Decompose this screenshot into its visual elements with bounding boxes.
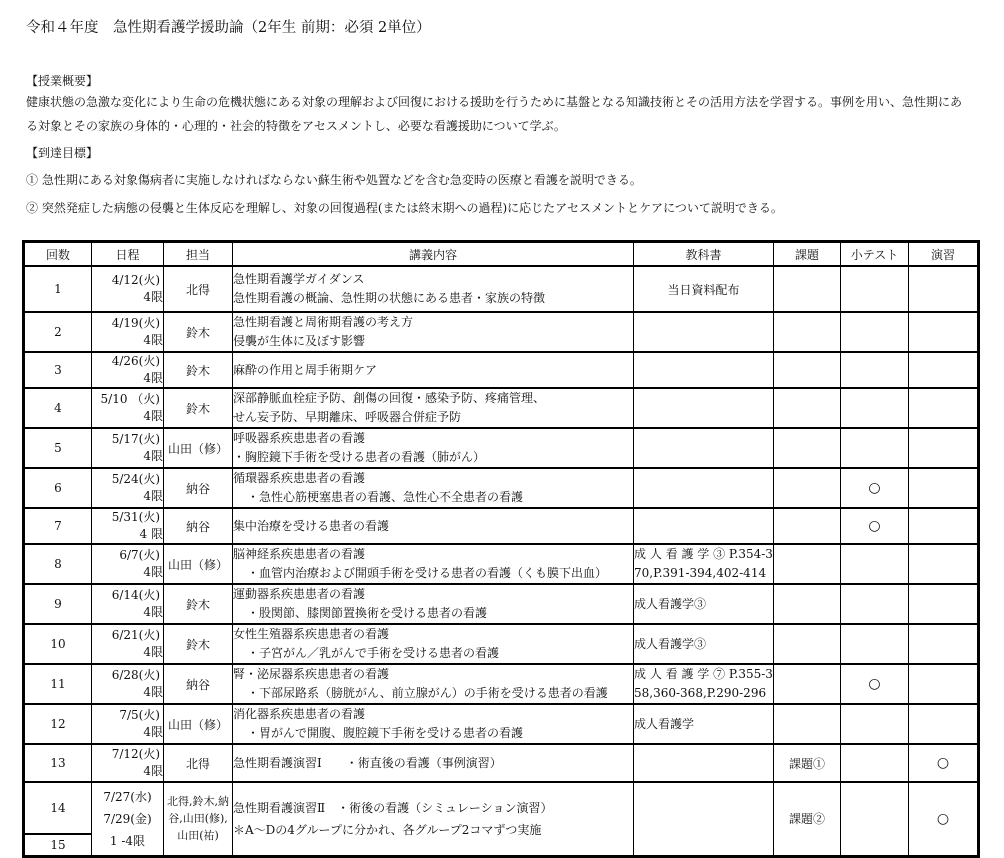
period: 4限 xyxy=(143,764,163,778)
row-no: 11 xyxy=(24,664,92,704)
row-no: 12 xyxy=(24,704,92,744)
row-practice xyxy=(909,428,979,468)
row-content xyxy=(233,352,634,388)
row-practice xyxy=(909,312,979,352)
row-content xyxy=(233,312,634,352)
row-textbook xyxy=(634,428,774,468)
row-content xyxy=(233,744,634,782)
row-task xyxy=(774,508,841,544)
row-teacher: 北得 xyxy=(164,266,233,312)
row-practice xyxy=(909,266,979,312)
table-row xyxy=(24,584,979,624)
row-teacher: 納谷 xyxy=(164,468,233,508)
content-line: 深部静脈血栓症予防、創傷の回復・感染予防、疼痛管理、 xyxy=(233,391,546,405)
content-line: 腎・泌尿器系疾患患者の看護 xyxy=(233,667,390,681)
row-content xyxy=(233,508,634,544)
row-textbook xyxy=(634,508,774,544)
header-task: 課題 xyxy=(774,242,841,267)
date-a: 7/27(水) xyxy=(103,789,152,804)
content-line: せん妄予防、早期離床、呼吸器合併症予防 xyxy=(233,410,462,424)
table-row xyxy=(24,704,979,744)
row-test xyxy=(841,782,909,856)
row-content xyxy=(233,428,634,468)
row-practice: ○ xyxy=(909,744,979,782)
row-test xyxy=(841,312,909,352)
row-test xyxy=(841,744,909,782)
row-test: ○ xyxy=(841,664,909,704)
row-practice xyxy=(909,624,979,664)
row-no: 15 xyxy=(24,834,92,856)
content-line: 急性期看護と周術期看護の考え方 xyxy=(233,315,414,329)
period: 4限 xyxy=(143,449,163,463)
table-row xyxy=(24,508,979,544)
content-line: 運動器系疾患患者の看護 xyxy=(233,587,366,601)
row-practice xyxy=(909,704,979,744)
goal-item-2: ② 突然発症した病態の侵襲と生体反応を理解し、対象の回復過程(または終末期への過程)に応じたアセスメントとケアについて説明できる。 xyxy=(26,201,783,215)
row-test xyxy=(841,624,909,664)
row-practice xyxy=(909,508,979,544)
row-task: 課題② xyxy=(774,782,841,856)
row-date xyxy=(92,782,164,856)
date: 6/7(火) xyxy=(119,548,160,562)
row-content xyxy=(233,544,634,584)
goals-heading: 【到達目標】 xyxy=(26,146,99,160)
row-no: 2 xyxy=(24,312,92,352)
row-test: ○ xyxy=(841,468,909,508)
row-teacher: 山田（修） xyxy=(164,704,233,744)
date: 6/21(火) xyxy=(111,628,160,642)
row-no: 4 xyxy=(24,388,92,428)
content-line: 集中治療を受ける患者の看護 xyxy=(233,518,390,533)
overview-heading: 【授業概要】 xyxy=(26,74,99,88)
row-textbook: 当日資料配布 xyxy=(634,266,774,312)
row-date xyxy=(92,428,164,468)
row-content xyxy=(233,266,634,312)
period: 4限 xyxy=(143,489,163,503)
row-test xyxy=(841,584,909,624)
row-date xyxy=(92,544,164,584)
date: 5/24(火) xyxy=(111,472,160,486)
row-practice xyxy=(909,584,979,624)
row-task xyxy=(774,312,841,352)
period: 4 限 xyxy=(139,527,163,541)
row-task xyxy=(774,266,841,312)
row-task xyxy=(774,704,841,744)
row-content xyxy=(233,584,634,624)
content-line: ・下部尿路系（膀胱がん、前立腺がん）の手術を受ける患者の看護 xyxy=(247,686,608,700)
row-date xyxy=(92,266,164,312)
content-line: 麻酔の作用と周手術期ケア xyxy=(233,362,378,377)
overview-text: 健康状態の急激な変化により生命の危機状態にある対象の理解および回復における援助を行うために基盤となる知識技術とその活用方法を学習する。事例を用い、急性期にある対象とその家族の身体的・心理的・社会的特徴をアセスメントし、必要な看護援助について学ぶ。 xyxy=(26,95,963,133)
period: 4限 xyxy=(143,605,163,619)
row-teacher: 北得 xyxy=(164,744,233,782)
row-practice xyxy=(909,352,979,388)
row-task: 課題① xyxy=(774,744,841,782)
row-no: 13 xyxy=(24,744,92,782)
row-no: 9 xyxy=(24,584,92,624)
content-line: 脳神経系疾患患者の看護 xyxy=(233,547,366,561)
row-no: 3 xyxy=(24,352,92,388)
row-practice xyxy=(909,468,979,508)
row-date xyxy=(92,664,164,704)
row-test xyxy=(841,704,909,744)
row-task xyxy=(774,584,841,624)
content-line: 循環器系疾患患者の看護 xyxy=(233,471,366,485)
date: 4/12(火) xyxy=(111,273,160,287)
row-date xyxy=(92,388,164,428)
row-test: ○ xyxy=(841,508,909,544)
header-teacher: 担当 xyxy=(164,242,233,267)
row-test xyxy=(841,428,909,468)
page-title: 令和４年度 急性期看護学援助論（2年生 前期：必須 2単位） xyxy=(26,20,431,36)
content-line: ＊A～Dの4グループに分かれ、各グループ2コマずつ実施 xyxy=(233,822,542,837)
row-textbook: 成 人 看 護 学 ③ P.354-370,P.391-394,402-414 xyxy=(634,544,774,584)
row-date xyxy=(92,584,164,624)
row-teacher: 鈴木 xyxy=(164,388,233,428)
date: 6/14(火) xyxy=(111,588,160,602)
content-line: ・子宮がん／乳がんで手術を受ける患者の看護 xyxy=(247,646,500,660)
period: 4限 xyxy=(143,565,163,579)
row-practice xyxy=(909,664,979,704)
row-content xyxy=(233,664,634,704)
table-row xyxy=(24,664,979,704)
row-teacher: 納谷 xyxy=(164,664,233,704)
row-no: 14 xyxy=(24,782,92,834)
content-line: ・胸腔鏡下手術を受ける患者の看護（肺がん） xyxy=(233,450,486,464)
row-test xyxy=(841,388,909,428)
teacher-b: 谷,山田(修), xyxy=(168,812,228,826)
date-b: 7/29(金) xyxy=(103,811,152,826)
row-test xyxy=(841,266,909,312)
row-textbook xyxy=(634,312,774,352)
date: 7/12(火) xyxy=(111,747,160,761)
row-textbook: 成 人 看 護 学 ⑦ P.355-358,360-368,P.290-296 xyxy=(634,664,774,704)
period: 4限 xyxy=(143,333,163,347)
content-line: ・胃がんで開腹、腹腔鏡下手術を受ける患者の看護 xyxy=(247,726,524,740)
content-line: 急性期看護の概論、急性期の状態にある患者・家族の特徴 xyxy=(233,291,546,305)
row-task xyxy=(774,428,841,468)
row-teacher: 鈴木 xyxy=(164,624,233,664)
row-task xyxy=(774,544,841,584)
row-test xyxy=(841,352,909,388)
row-teacher: 鈴木 xyxy=(164,312,233,352)
content-line: 急性期看護演習Ⅰ ・術直後の看護（事例演習） xyxy=(233,755,502,770)
teacher-a: 北得,鈴木,納 xyxy=(167,795,229,809)
table-row xyxy=(24,744,979,782)
row-no: 7 xyxy=(24,508,92,544)
row-date xyxy=(92,624,164,664)
row-practice: ○ xyxy=(909,782,979,856)
table-row xyxy=(24,544,979,584)
row-textbook xyxy=(634,468,774,508)
row-textbook xyxy=(634,388,774,428)
row-task xyxy=(774,468,841,508)
date: 5/10 （火) xyxy=(100,392,160,406)
row-date xyxy=(92,744,164,782)
row-date xyxy=(92,468,164,508)
schedule-table xyxy=(22,240,980,858)
row-date xyxy=(92,508,164,544)
content-line: ・股関節、膝関節置換術を受ける患者の看護 xyxy=(247,606,488,620)
header-test: 小テスト xyxy=(841,242,909,267)
table-row xyxy=(24,468,979,508)
table-row xyxy=(24,388,979,428)
table-header-row xyxy=(24,242,979,267)
header-textbook: 教科書 xyxy=(634,242,774,267)
period: 1 -4限 xyxy=(109,833,146,848)
row-textbook: 成人看護学 xyxy=(634,704,774,744)
date: 7/5(火) xyxy=(119,708,160,722)
content-line: 呼吸器系疾患患者の看護 xyxy=(233,431,366,445)
goal-item-1: ① 急性期にある対象傷病者に実施しなければならない蘇生術や処置などを含む急変時の医療と看護を説明できる。 xyxy=(26,173,642,187)
row-no: 6 xyxy=(24,468,92,508)
row-teacher: 鈴木 xyxy=(164,352,233,388)
date: 5/17(火) xyxy=(111,432,160,446)
row-content xyxy=(233,782,634,856)
row-task xyxy=(774,352,841,388)
row-content xyxy=(233,704,634,744)
row-task xyxy=(774,388,841,428)
row-test xyxy=(841,544,909,584)
table-row xyxy=(24,352,979,388)
row-teacher: 山田（修） xyxy=(164,544,233,584)
content-line: 急性期看護学ガイダンス xyxy=(233,272,365,286)
row-task xyxy=(774,664,841,704)
table-row xyxy=(24,428,979,468)
row-textbook xyxy=(634,782,774,856)
teacher-c: 山田(祐) xyxy=(177,829,219,843)
row-textbook xyxy=(634,744,774,782)
row-textbook: 成人看護学③ xyxy=(634,624,774,664)
header-no: 回数 xyxy=(24,242,92,267)
row-no: 10 xyxy=(24,624,92,664)
period: 4限 xyxy=(143,290,163,304)
period: 4限 xyxy=(143,685,163,699)
content-line: 女性生殖器系疾患患者の看護 xyxy=(233,627,390,641)
row-no: 5 xyxy=(24,428,92,468)
content-line: ・血管内治療および開頭手術を受ける患者の看護（くも膜下出血） xyxy=(247,566,608,580)
header-practice: 演習 xyxy=(909,242,979,267)
row-practice xyxy=(909,388,979,428)
date: 6/28(火) xyxy=(111,668,160,682)
date: 4/19(火) xyxy=(111,316,160,330)
header-date: 日程 xyxy=(92,242,164,267)
row-date xyxy=(92,312,164,352)
table-row xyxy=(24,782,979,834)
content-line: 消化器系疾患患者の看護 xyxy=(233,707,366,721)
row-textbook: 成人看護学③ xyxy=(634,584,774,624)
row-date xyxy=(92,352,164,388)
row-teacher: 鈴木 xyxy=(164,584,233,624)
row-content xyxy=(233,624,634,664)
content-line: 侵襲が生体に及ぼす影響 xyxy=(233,334,366,348)
row-content xyxy=(233,468,634,508)
table-row xyxy=(24,312,979,352)
content-line: 急性期看護演習Ⅱ ・術後の看護（シミュレーション演習） xyxy=(233,800,553,815)
period: 4限 xyxy=(143,645,163,659)
period: 4限 xyxy=(143,409,163,423)
header-content: 講義内容 xyxy=(233,242,634,267)
period: 4限 xyxy=(143,725,163,739)
row-textbook xyxy=(634,352,774,388)
table-row xyxy=(24,266,979,312)
row-teacher: 山田（修） xyxy=(164,428,233,468)
row-no: 8 xyxy=(24,544,92,584)
row-teacher: 納谷 xyxy=(164,508,233,544)
date: 4/26(火) xyxy=(111,354,160,368)
row-content xyxy=(233,388,634,428)
row-task xyxy=(774,624,841,664)
row-date xyxy=(92,704,164,744)
date: 5/31(火) xyxy=(111,510,160,524)
period: 4限 xyxy=(143,371,163,385)
row-practice xyxy=(909,544,979,584)
table-row xyxy=(24,624,979,664)
content-line: ・急性心筋梗塞患者の看護、急性心不全患者の看護 xyxy=(247,490,524,504)
row-teacher xyxy=(164,782,233,856)
row-no: 1 xyxy=(24,266,92,312)
